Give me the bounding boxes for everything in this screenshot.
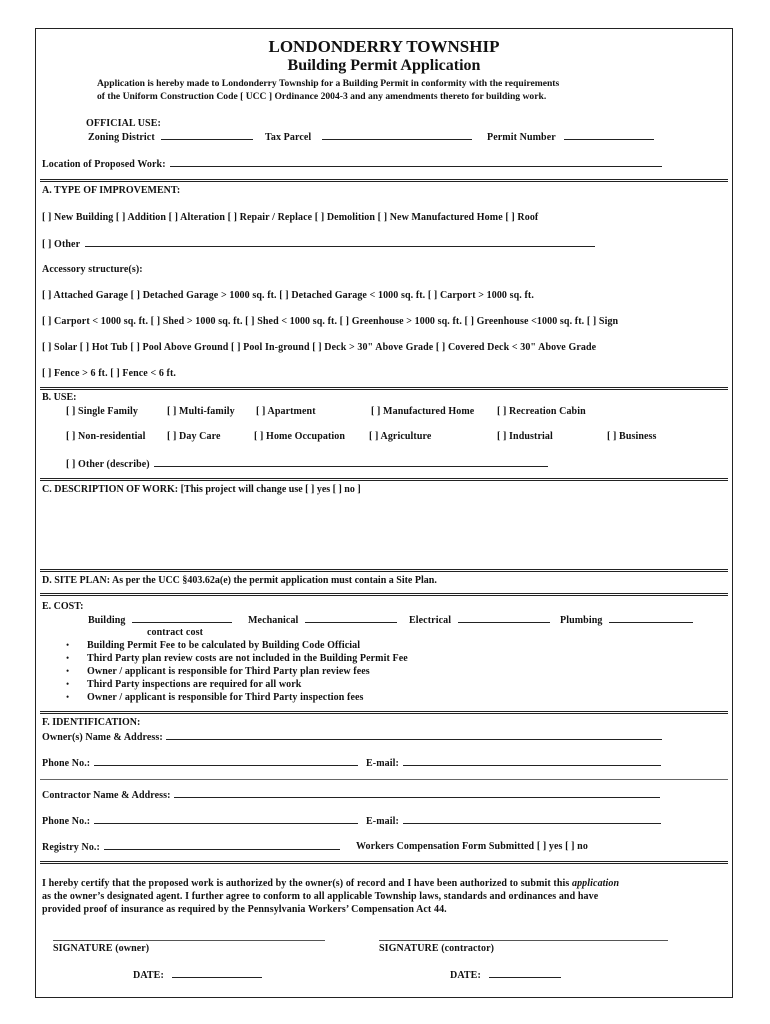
permit-number-line — [564, 131, 654, 140]
divider — [40, 478, 728, 481]
registry-field[interactable] — [42, 841, 340, 853]
use-other-label: [ ] Other (describe) — [66, 459, 150, 470]
use-recreation-cabin[interactable]: [ ] Recreation Cabin — [497, 406, 586, 417]
owner-name-label: Owner(s) Name & Address: — [42, 732, 163, 743]
use-industrial[interactable]: [ ] Industrial — [497, 431, 553, 442]
section-d-title: D. SITE PLAN: As per the UCC §403.62a(e) the permit application must contain a Site Plan. — [42, 575, 437, 586]
improvement-row-1[interactable]: [ ] New Building [ ] Addition [ ] Alteration [ ] Repair / Replace [ ] Demolition [ ] New Manufactured Home [ ] Roof — [42, 212, 539, 223]
certify-application-word: application — [571, 878, 620, 889]
contractor-name-label: Contractor Name & Address: — [42, 790, 171, 801]
bullet-icon: • — [66, 692, 70, 702]
cost-mechanical-label: Mechanical — [248, 615, 299, 626]
contractor-phone-field[interactable] — [42, 815, 358, 827]
permit-form — [35, 28, 733, 998]
divider — [40, 711, 728, 714]
bullet-icon: • — [66, 640, 70, 650]
owner-name-field[interactable] — [42, 731, 662, 743]
location-line — [170, 158, 662, 167]
owner-phone-label: Phone No.: — [42, 758, 91, 769]
use-multi-family[interactable]: [ ] Multi-family — [167, 406, 235, 417]
improvement-other-field[interactable] — [42, 238, 595, 250]
contractor-date-label: DATE: — [450, 970, 481, 981]
cost-building-label: Building — [88, 615, 126, 626]
use-other-line — [154, 458, 548, 467]
registry-label: Registry No.: — [42, 842, 100, 853]
section-a-title: A. TYPE OF IMPROVEMENT: — [42, 185, 181, 196]
zoning-district-label: Zoning District — [88, 132, 155, 143]
divider — [40, 387, 728, 390]
certify-line-3: provided proof of insurance as required by the Pennsylvania Workers’ Compensation Act 44. — [42, 904, 447, 915]
cost-plumbing-field[interactable] — [560, 614, 693, 626]
contractor-name-field[interactable] — [42, 789, 660, 801]
zoning-district-field[interactable] — [88, 131, 253, 143]
cost-mechanical-field[interactable] — [248, 614, 397, 626]
contractor-signature-line[interactable] — [379, 940, 668, 941]
divider — [40, 569, 728, 572]
form-subtitle: Building Permit Application — [287, 57, 481, 74]
tax-parcel-field[interactable] — [265, 131, 472, 143]
certify-line-1-text: I hereby certify that the proposed work is authorized by the owner(s) of record and I have been authorized to submit this — [42, 878, 570, 889]
workers-comp-option[interactable]: Workers Compensation Form Submitted [ ] yes [ ] no — [356, 841, 588, 852]
use-non-residential[interactable]: [ ] Non-residential — [66, 431, 146, 442]
cost-mechanical-line — [305, 614, 397, 623]
registry-line — [104, 841, 340, 850]
intro-line-2: of the Uniform Construction Code [ UCC ] Ordinance 2004-3 and any amendments thereto for building work. — [97, 91, 547, 102]
accessory-row-4[interactable]: [ ] Fence > 6 ft. [ ] Fence < 6 ft. — [42, 368, 177, 379]
cost-electrical-label: Electrical — [409, 615, 452, 626]
use-agriculture[interactable]: [ ] Agriculture — [369, 431, 432, 442]
contractor-email-field[interactable] — [366, 815, 661, 827]
contractor-email-label: E-mail: — [366, 816, 399, 827]
official-use-label: OFFICIAL USE: — [86, 118, 161, 129]
use-other-field[interactable] — [66, 458, 548, 470]
contractor-name-line — [174, 789, 660, 798]
location-field[interactable] — [42, 158, 662, 170]
accessory-label: Accessory structure(s): — [42, 264, 143, 275]
owner-name-line — [166, 731, 662, 740]
section-c-title: C. DESCRIPTION OF WORK: [This project will change use [ ] yes [ ] no ] — [42, 484, 361, 495]
tax-parcel-label: Tax Parcel — [265, 132, 312, 143]
bullet-icon: • — [66, 666, 70, 676]
divider — [40, 779, 728, 780]
owner-date-line — [172, 969, 262, 978]
intro-line-1: Application is hereby made to Londonderry Township for a Building Permit in conformity with the requirements — [97, 78, 560, 89]
owner-signature-line[interactable] — [53, 940, 325, 941]
owner-date-field[interactable] — [133, 969, 262, 981]
cost-electrical-field[interactable] — [409, 614, 550, 626]
owner-date-label: DATE: — [133, 970, 164, 981]
divider — [40, 593, 728, 596]
owner-email-line — [403, 757, 661, 766]
certify-line-2: as the owner’s designated agent. I further agree to conform to all applicable Township laws, standards and ordinances and have — [42, 891, 599, 902]
tax-parcel-line — [322, 131, 472, 140]
divider — [40, 861, 728, 864]
owner-phone-field[interactable] — [42, 757, 358, 769]
bullet-icon: • — [66, 653, 70, 663]
section-f-title: F. IDENTIFICATION: — [42, 717, 141, 728]
section-e-title: E. COST: — [42, 601, 84, 612]
permit-number-field[interactable] — [487, 131, 654, 143]
use-apartment[interactable]: [ ] Apartment — [256, 406, 316, 417]
use-single-family[interactable]: [ ] Single Family — [66, 406, 138, 417]
accessory-row-1[interactable]: [ ] Attached Garage [ ] Detached Garage > 1000 sq. ft. [ ] Detached Garage < 1000 sq. ft. [ ] Carport > 1000 sq. ft. — [42, 290, 534, 301]
contractor-phone-line — [94, 815, 358, 824]
contract-cost-caption: contract cost — [147, 627, 203, 638]
contractor-phone-label: Phone No.: — [42, 816, 91, 827]
contractor-signature-label: SIGNATURE (contractor) — [379, 943, 495, 954]
owner-signature-label: SIGNATURE (owner) — [53, 943, 150, 954]
cost-electrical-line — [458, 614, 550, 623]
improvement-other-label: [ ] Other — [42, 239, 80, 250]
cost-building-line — [132, 614, 232, 623]
bullet-icon: • — [66, 679, 70, 689]
accessory-row-3[interactable]: [ ] Solar [ ] Hot Tub [ ] Pool Above Ground [ ] Pool In-ground [ ] Deck > 30" Above Grade [ ] Covered Deck < 30" Above Grade — [42, 342, 597, 353]
cost-note-3: Owner / applicant is responsible for Third Party plan review fees — [87, 666, 370, 677]
section-b-title: B. USE: — [42, 392, 77, 403]
location-label: Location of Proposed Work: — [42, 159, 166, 170]
contractor-date-field[interactable] — [450, 969, 561, 981]
accessory-row-2[interactable]: [ ] Carport < 1000 sq. ft. [ ] Shed > 1000 sq. ft. [ ] Shed < 1000 sq. ft. [ ] Greenhouse > 1000 sq. ft. [ ] Greenhouse <1000 sq. ft. [ ] Sign — [42, 316, 619, 327]
cost-note-1: Building Permit Fee to be calculated by Building Code Official — [87, 640, 361, 651]
use-manufactured-home[interactable]: [ ] Manufactured Home — [371, 406, 475, 417]
zoning-district-line — [161, 131, 253, 140]
use-day-care[interactable]: [ ] Day Care — [167, 431, 221, 442]
description-of-work-area[interactable] — [42, 499, 722, 567]
divider — [40, 179, 728, 182]
cost-building-field[interactable] — [88, 614, 232, 626]
use-home-occupation[interactable]: [ ] Home Occupation — [254, 431, 346, 442]
cost-note-5: Owner / applicant is responsible for Third Party inspection fees — [87, 692, 364, 703]
use-business[interactable]: [ ] Business — [607, 431, 657, 442]
contractor-email-line — [403, 815, 661, 824]
owner-email-label: E-mail: — [366, 758, 399, 769]
contractor-date-line — [489, 969, 561, 978]
improvement-other-line — [85, 238, 595, 247]
cost-note-2: Third Party plan review costs are not included in the Building Permit Fee — [87, 653, 408, 664]
cost-plumbing-line — [609, 614, 693, 623]
permit-number-label: Permit Number — [487, 132, 556, 143]
cost-note-4: Third Party inspections are required for all work — [87, 679, 302, 690]
owner-phone-line — [94, 757, 358, 766]
cost-plumbing-label: Plumbing — [560, 615, 603, 626]
certify-line-1 — [42, 878, 619, 889]
form-title: LONDONDERRY TOWNSHIP — [268, 37, 500, 56]
owner-email-field[interactable] — [366, 757, 661, 769]
